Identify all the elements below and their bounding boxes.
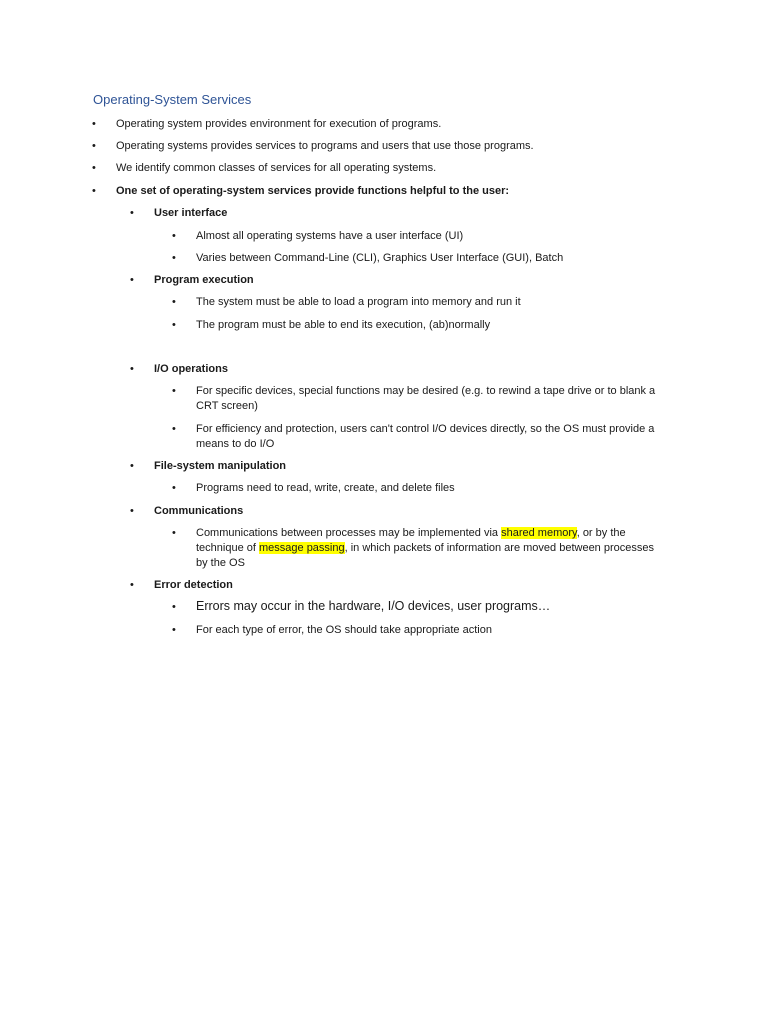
bullet-icon: •	[172, 601, 176, 613]
bullet-icon: •	[172, 230, 176, 242]
list-item: The program must be able to end its execution, (ab)normally	[196, 319, 491, 331]
list-item: Varies between Command-Line (CLI), Graphics User Interface (GUI), Batch	[196, 252, 564, 264]
list-item: Operating systems provides services to programs and users that use those programs.	[116, 140, 534, 152]
list-item: Programs need to read, write, create, and delete files	[196, 482, 455, 494]
section-title: Program execution	[154, 274, 254, 286]
bullet-icon: •	[92, 162, 96, 174]
text-segment: Communications between processes may be implemented via	[196, 527, 502, 539]
bullet-icon: •	[130, 460, 134, 472]
bullet-icon: •	[172, 319, 176, 331]
bullet-icon: •	[172, 296, 176, 308]
bullet-icon: •	[92, 118, 96, 130]
list-item: For each type of error, the OS should take appropriate action	[196, 624, 492, 636]
bullet-icon: •	[130, 579, 134, 591]
section-title: File-system manipulation	[154, 460, 287, 472]
list-item: We identify common classes of services for all operating systems.	[116, 162, 437, 174]
page-title: Operating-System Services	[93, 92, 252, 107]
bullet-icon: •	[172, 527, 176, 539]
bullet-icon: •	[172, 385, 176, 397]
section-title: User interface	[154, 207, 228, 219]
list-item: For efficiency and protection, users can't control I/O devices directly, so the OS must provide a means to do I/O	[196, 423, 655, 450]
list-item	[196, 526, 666, 571]
highlighted-text: shared memory	[501, 527, 577, 539]
bullet-icon: •	[130, 363, 134, 375]
bullet-icon: •	[130, 207, 134, 219]
list-item: One set of operating-system services provide functions helpful to the user:	[116, 185, 510, 197]
list-item: Almost all operating systems have a user interface (UI)	[196, 230, 464, 242]
text-segment: , or by the technique of	[196, 527, 626, 554]
text-segment: , in which packets of information are moved between processes by the OS	[196, 542, 654, 569]
bullet-icon: •	[172, 624, 176, 636]
highlighted-text: message passing	[259, 542, 345, 554]
bullet-icon: •	[172, 482, 176, 494]
list-item: Errors may occur in the hardware, I/O devices, user programs…	[196, 599, 551, 613]
bullet-icon: •	[172, 252, 176, 264]
list-item: For specific devices, special functions may be desired (e.g. to rewind a tape drive or to blank a CRT screen)	[196, 385, 656, 412]
bullet-icon: •	[130, 274, 134, 286]
list-item: The system must be able to load a program into memory and run it	[196, 296, 521, 308]
bullet-icon: •	[92, 140, 96, 152]
section-title: I/O operations	[154, 363, 228, 375]
section-title: Error detection	[154, 579, 233, 591]
list-item: Operating system provides environment for execution of programs.	[116, 118, 442, 130]
bullet-icon: •	[130, 505, 134, 517]
bullet-icon: •	[92, 185, 96, 197]
bullet-icon: •	[172, 423, 176, 435]
section-title: Communications	[154, 505, 244, 517]
